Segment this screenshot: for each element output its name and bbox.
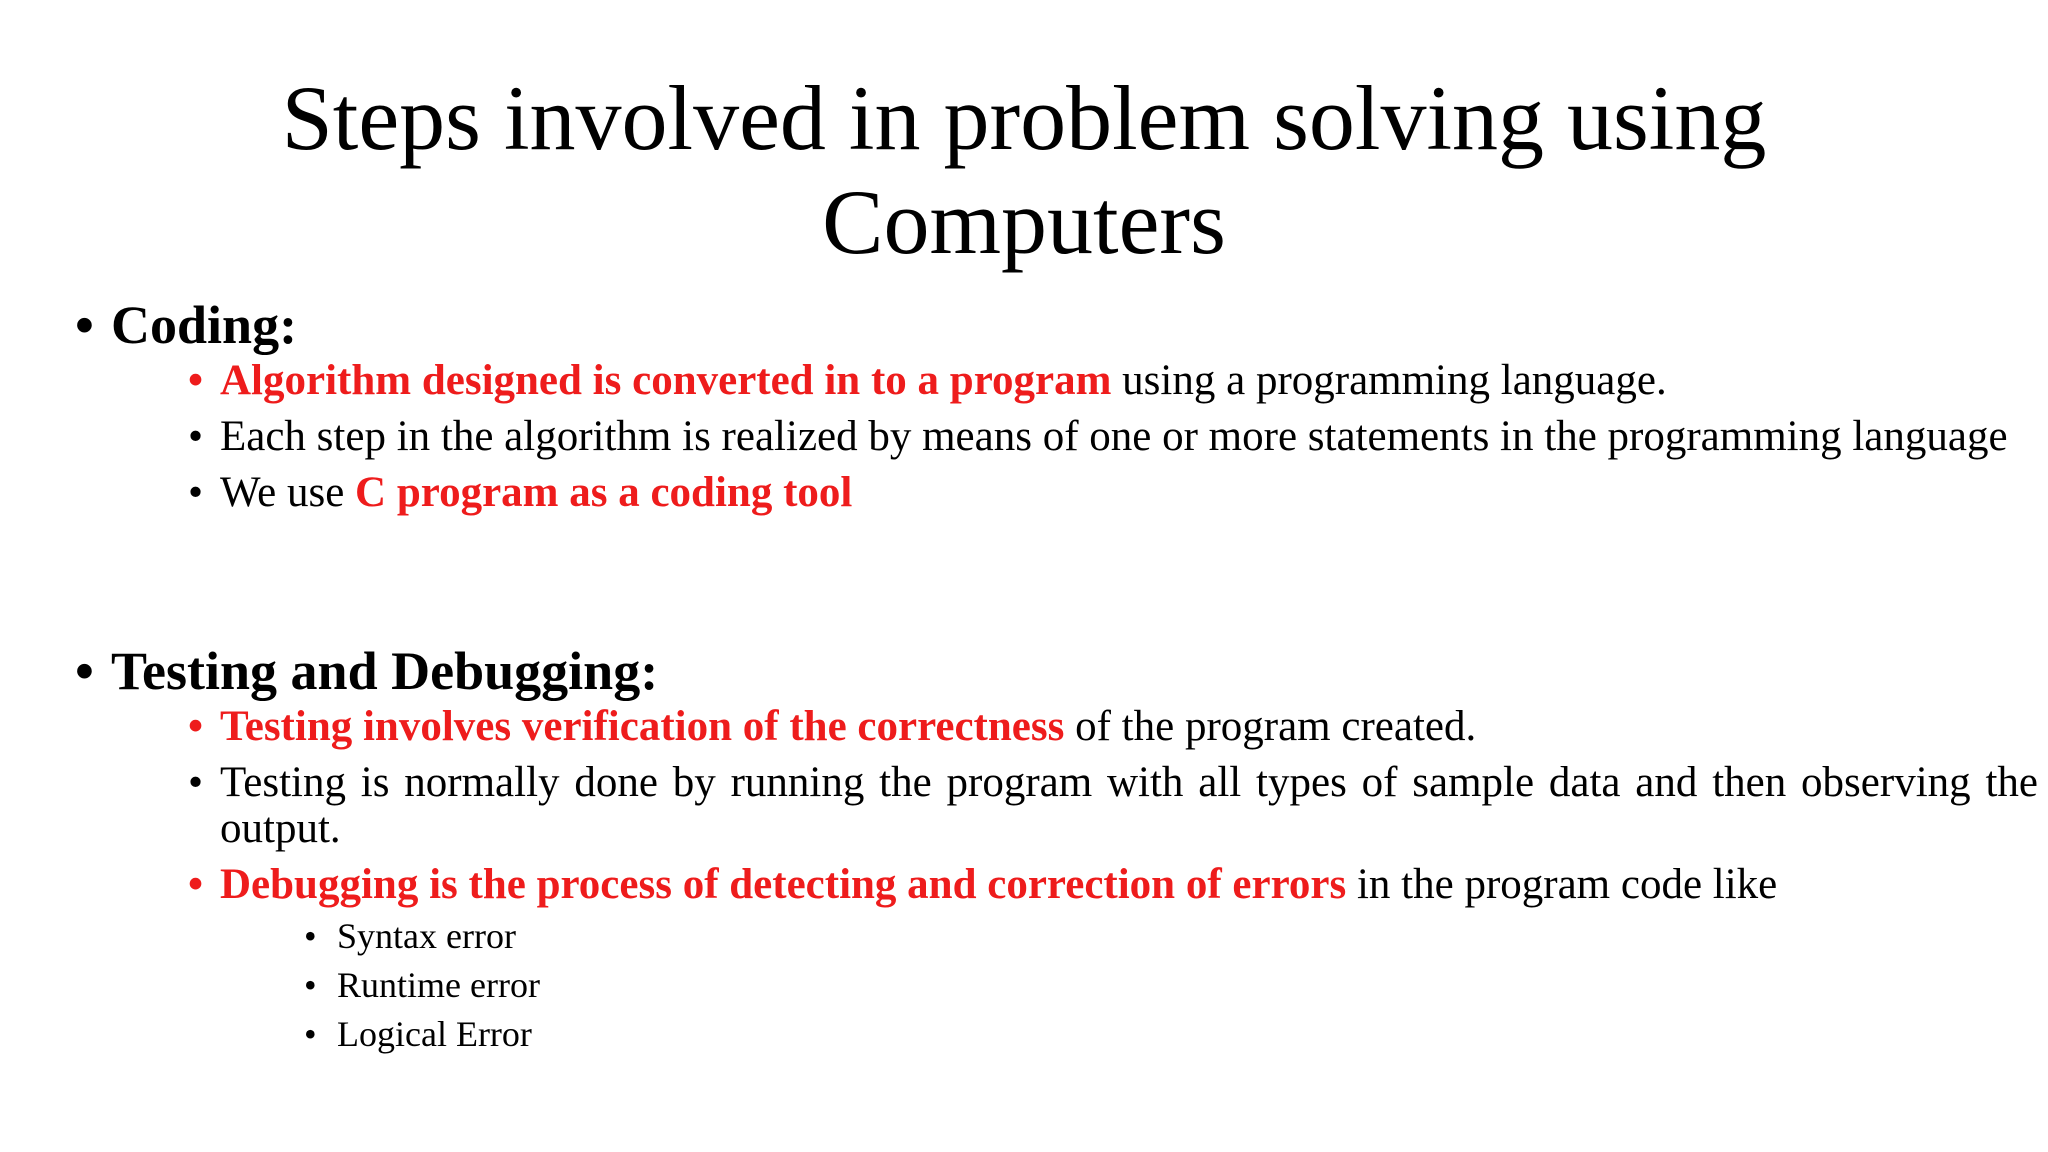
error-type-syntax: Syntax error bbox=[337, 916, 516, 956]
coding-item-3-highlight: C program as a coding tool bbox=[355, 469, 853, 516]
testing-heading-text: Testing and Debugging: bbox=[111, 641, 659, 701]
testing-item-3 bbox=[188, 862, 2038, 908]
error-type-runtime: Runtime error bbox=[337, 965, 540, 1005]
bullet-icon: • bbox=[304, 965, 317, 1005]
coding-section bbox=[75, 294, 2008, 516]
error-type-item bbox=[304, 912, 2005, 961]
testing-item-1-highlight: Testing involves verification of the correctness bbox=[220, 703, 1065, 750]
error-type-item bbox=[304, 961, 2005, 1010]
coding-item-1-highlight: Algorithm designed is converted in to a program bbox=[220, 357, 1112, 404]
error-type-item bbox=[304, 1010, 2005, 1059]
slide-title bbox=[0, 66, 2048, 274]
bullet-icon: • bbox=[304, 916, 317, 956]
slide-title-line-1: Steps involved in problem solving using bbox=[281, 67, 1767, 169]
testing-item-1-text: of the program created. bbox=[1064, 703, 1477, 750]
bullet-icon: • bbox=[75, 295, 94, 355]
slide-title-line-2: Computers bbox=[822, 171, 1226, 273]
coding-item-3 bbox=[188, 470, 2038, 516]
error-type-logical: Logical Error bbox=[337, 1014, 532, 1054]
bullet-icon: • bbox=[75, 641, 94, 701]
testing-item-3-text: in the program code like bbox=[1346, 861, 1778, 908]
coding-item-2 bbox=[188, 414, 2038, 460]
coding-item-1 bbox=[188, 358, 2038, 404]
bullet-icon: • bbox=[188, 703, 204, 750]
testing-heading bbox=[75, 640, 2005, 702]
testing-item-2-text: Testing is normally done by running the program with all types of sample data and then observing the output. bbox=[220, 759, 2038, 852]
coding-heading bbox=[75, 294, 2005, 356]
coding-item-3-prefix: We use bbox=[220, 469, 356, 516]
testing-item-2 bbox=[188, 760, 2038, 852]
bullet-icon: • bbox=[188, 861, 204, 908]
coding-item-1-text: using a programming language. bbox=[1111, 357, 1667, 404]
testing-item-1 bbox=[188, 704, 2038, 750]
coding-item-2-text: Each step in the algorithm is realized by means of one or more statements in the programming language bbox=[220, 413, 2008, 460]
coding-heading-text: Coding: bbox=[111, 295, 298, 355]
bullet-icon: • bbox=[188, 759, 204, 806]
testing-item-3-highlight: Debugging is the process of detecting and correction of errors bbox=[220, 861, 1347, 908]
testing-section bbox=[75, 640, 2038, 1059]
bullet-icon: • bbox=[304, 1014, 317, 1054]
bullet-icon: • bbox=[188, 469, 204, 516]
bullet-icon: • bbox=[188, 413, 204, 460]
bullet-icon: • bbox=[188, 357, 204, 404]
